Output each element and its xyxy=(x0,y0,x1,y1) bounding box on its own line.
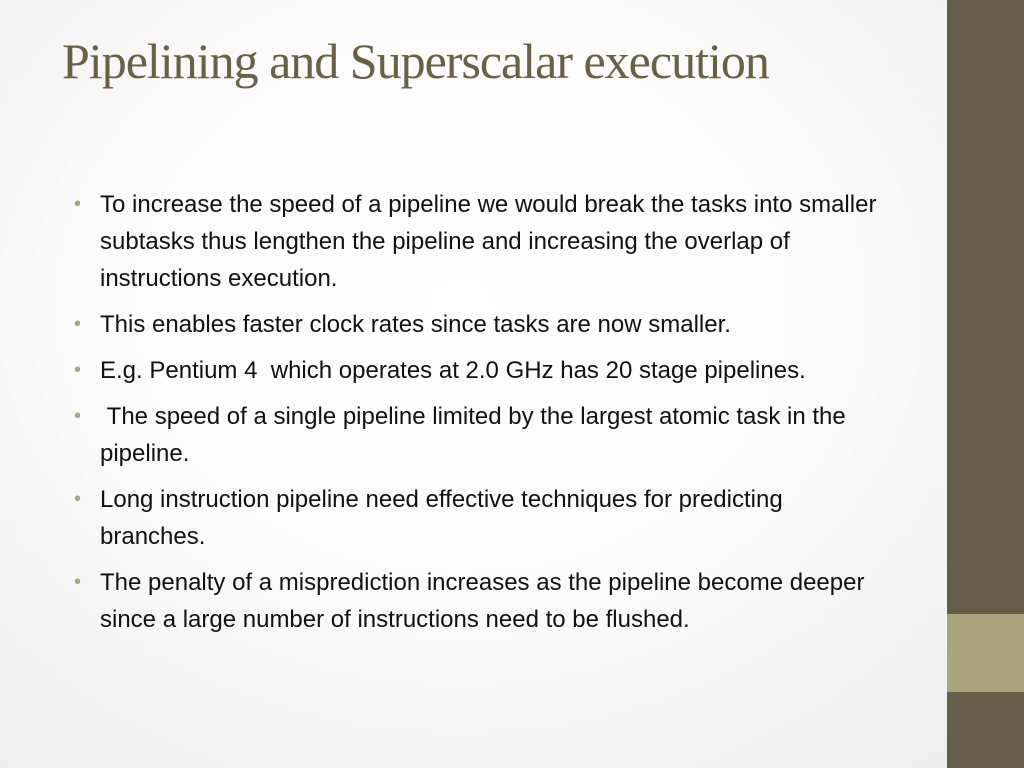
bullet-text: E.g. Pentium 4 which operates at 2.0 GHz has 20 stage pipelines. xyxy=(100,357,806,384)
bullet-item xyxy=(74,306,890,343)
bullet-text: The speed of a single pipeline limited by the largest atomic task in the pipeline. xyxy=(100,403,853,467)
bullet-icon: • xyxy=(74,405,82,427)
bullet-item xyxy=(74,186,890,297)
bullet-icon: • xyxy=(74,193,82,215)
bullet-icon: • xyxy=(74,571,82,593)
bullet-item xyxy=(74,564,890,638)
bullet-item xyxy=(74,481,890,555)
bullet-item xyxy=(74,398,890,472)
bullet-text: This enables faster clock rates since tasks are now smaller. xyxy=(100,311,731,338)
bullet-list xyxy=(74,186,890,647)
bullet-text: To increase the speed of a pipeline we would break the tasks into smaller subtasks thus lengthen the pipeline and increasing the overlap of instructions execution. xyxy=(100,191,877,292)
bullet-text: Long instruction pipeline need effective techniques for predicting branches. xyxy=(100,486,783,550)
sidebar-accent-block xyxy=(947,614,1024,692)
bullet-icon: • xyxy=(74,313,82,335)
bullet-item xyxy=(74,352,890,389)
bullet-text: The penalty of a misprediction increases as the pipeline become deeper since a large number of instructions need to be flushed. xyxy=(100,569,865,633)
decorative-sidebar xyxy=(947,0,1024,768)
bullet-icon: • xyxy=(74,488,82,510)
slide-title: Pipelining and Superscalar execution xyxy=(62,33,769,89)
bullet-icon: • xyxy=(74,359,82,381)
